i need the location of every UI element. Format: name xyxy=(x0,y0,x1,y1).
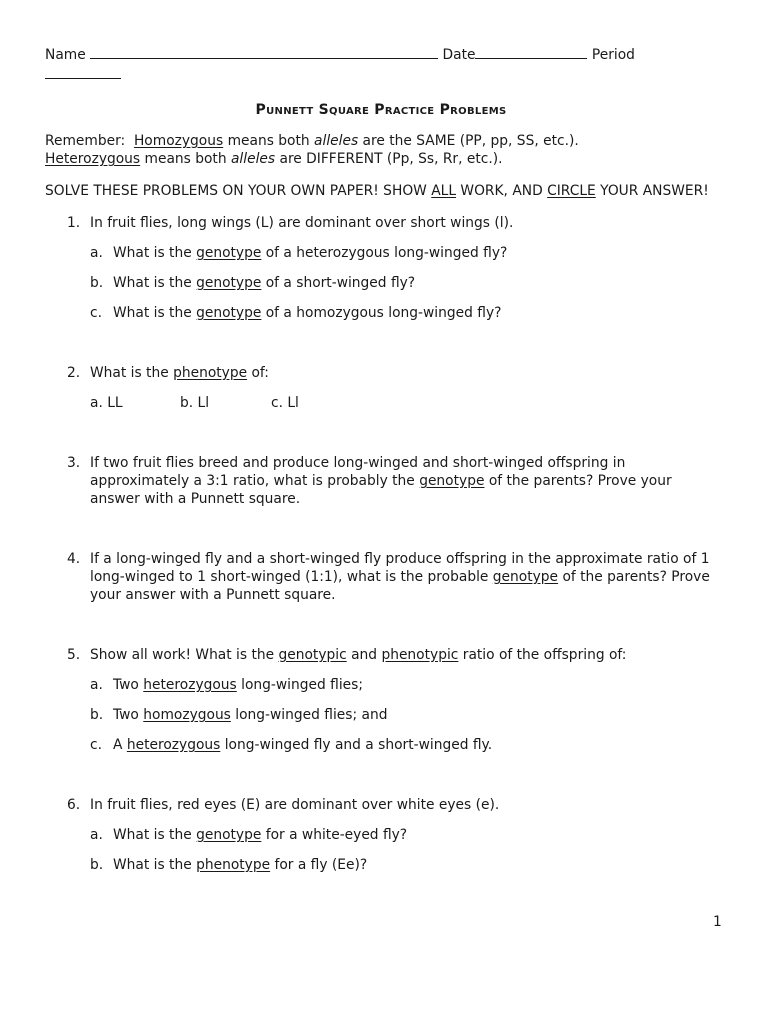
remember-note xyxy=(45,132,717,168)
question-number: 1. xyxy=(67,215,81,231)
worksheet-title: Punnett Square Practice Problems xyxy=(255,102,507,118)
subquestion-text: long-winged flies; and xyxy=(235,707,388,723)
instructions-circle: CIRCLE xyxy=(547,183,596,199)
name-label: Name xyxy=(45,47,86,63)
instructions-text: YOUR ANSWER! xyxy=(600,183,709,199)
remember-text: are DIFFERENT (Pp, Ss, Rr, etc.). xyxy=(279,151,503,167)
term-genotypic: genotypic xyxy=(278,647,347,663)
question-1a xyxy=(45,244,717,262)
subquestion-text: of a heterozygous long-winged fly? xyxy=(265,245,508,261)
subquestion-text: Two xyxy=(113,707,139,723)
subquestion-text: long-winged fly and a short-winged fly. xyxy=(224,737,493,753)
term-genotype: genotype xyxy=(196,275,262,291)
question-text: In fruit flies, red eyes (E) are dominant over white eyes (e). xyxy=(90,797,500,813)
option-c: c. Ll xyxy=(271,395,299,411)
subquestion-label: a. xyxy=(90,245,103,261)
question-number: 3. xyxy=(67,455,81,471)
question-5b xyxy=(45,706,717,724)
subquestion-text: What is the xyxy=(113,827,192,843)
question-4 xyxy=(45,550,717,604)
term-genotype: genotype xyxy=(196,827,262,843)
term-alleles: alleles xyxy=(314,133,359,149)
subquestion-text: What is the xyxy=(113,305,192,321)
subquestion-text: What is the xyxy=(113,245,192,261)
term-heterozygous: heterozygous xyxy=(126,737,221,753)
subquestion-text: for a fly (Ee)? xyxy=(274,857,368,873)
question-3 xyxy=(45,454,717,508)
remember-text: means both xyxy=(227,133,310,149)
question-5 xyxy=(45,646,717,664)
student-info-header xyxy=(45,44,717,84)
page-number: 1 xyxy=(713,914,722,930)
question-1 xyxy=(45,214,717,232)
subquestion-text: A xyxy=(113,737,123,753)
subquestion-label: b. xyxy=(90,857,104,873)
question-6 xyxy=(45,796,717,814)
question-text: What is the xyxy=(90,365,169,381)
remember-text: means both xyxy=(144,151,227,167)
question-number: 2. xyxy=(67,365,81,381)
instructions-all: ALL xyxy=(431,183,457,199)
question-text: Show all work! What is the xyxy=(90,647,275,663)
term-phenotype: phenotype xyxy=(196,857,271,873)
date-blank-line xyxy=(475,44,587,59)
question-number: 4. xyxy=(67,551,81,567)
term-phenotype: phenotype xyxy=(173,365,248,381)
question-text: of: xyxy=(251,365,269,381)
term-homozygous: Homozygous xyxy=(133,133,224,149)
worksheet-page xyxy=(45,44,717,874)
question-text: If two fruit flies breed and produce long-winged and short-winged offspring in approximately a 3:1 ratio, what is probably the xyxy=(90,455,626,489)
instructions xyxy=(45,182,717,200)
subquestion-text: of a homozygous long-winged fly? xyxy=(265,305,502,321)
name-blank-line xyxy=(90,44,438,59)
question-5a xyxy=(45,676,717,694)
question-text: and xyxy=(351,647,378,663)
question-6b xyxy=(45,856,717,874)
question-number: 5. xyxy=(67,647,81,663)
remember-prefix: Remember: xyxy=(45,133,126,149)
subquestion-text: of a short-winged fly? xyxy=(265,275,416,291)
subquestion-text: What is the xyxy=(113,275,192,291)
question-number: 6. xyxy=(67,797,81,813)
subquestion-text: for a white-eyed fly? xyxy=(265,827,408,843)
term-heterozygous: heterozygous xyxy=(143,677,237,693)
subquestion-label: b. xyxy=(90,707,104,723)
date-label: Date xyxy=(442,47,476,63)
subquestion-label: c. xyxy=(90,305,102,321)
remember-text: are the SAME (PP, pp, SS, etc.). xyxy=(362,133,579,149)
question-2-options xyxy=(45,394,717,412)
period-blank-line xyxy=(45,64,121,79)
subquestion-label: c. xyxy=(90,737,102,753)
question-text: If a long-winged fly and a short-winged fly produce offspring in the approximate ratio of 1 long-winged to 1 short-winged (1:1), what is the probable xyxy=(90,551,710,585)
term-heterozygous: Heterozygous xyxy=(45,151,141,167)
question-1b xyxy=(45,274,717,292)
question-text: of the parents? Prove your answer with a Punnett square. xyxy=(90,473,672,507)
question-2 xyxy=(45,364,717,382)
term-homozygous: homozygous xyxy=(143,707,231,723)
term-genotype: genotype xyxy=(196,245,262,261)
term-genotype: genotype xyxy=(419,473,485,489)
question-text: In fruit flies, long wings (L) are dominant over short wings (l). xyxy=(90,215,514,231)
question-5c xyxy=(45,736,717,754)
subquestion-text: What is the xyxy=(113,857,192,873)
subquestion-label: b. xyxy=(90,275,104,291)
period-label: Period xyxy=(591,47,635,63)
instructions-text: SOLVE THESE PROBLEMS ON YOUR OWN PAPER! SHOW xyxy=(45,183,427,199)
option-b: b. Ll xyxy=(180,395,210,411)
option-a: a. LL xyxy=(90,395,123,411)
question-6a xyxy=(45,826,717,844)
term-genotype: genotype xyxy=(492,569,559,585)
term-genotype: genotype xyxy=(196,305,262,321)
question-text: ratio of the offspring of: xyxy=(462,647,627,663)
question-1c xyxy=(45,304,717,322)
subquestion-label: a. xyxy=(90,827,103,843)
subquestion-text: Two xyxy=(113,677,139,693)
term-alleles: alleles xyxy=(230,151,276,167)
subquestion-text: long-winged flies; xyxy=(241,677,363,693)
instructions-text: WORK, AND xyxy=(460,183,543,199)
subquestion-label: a. xyxy=(90,677,103,693)
term-phenotypic: phenotypic xyxy=(381,647,459,663)
question-text: of the parents? Prove your answer with a Punnett square. xyxy=(90,569,710,603)
